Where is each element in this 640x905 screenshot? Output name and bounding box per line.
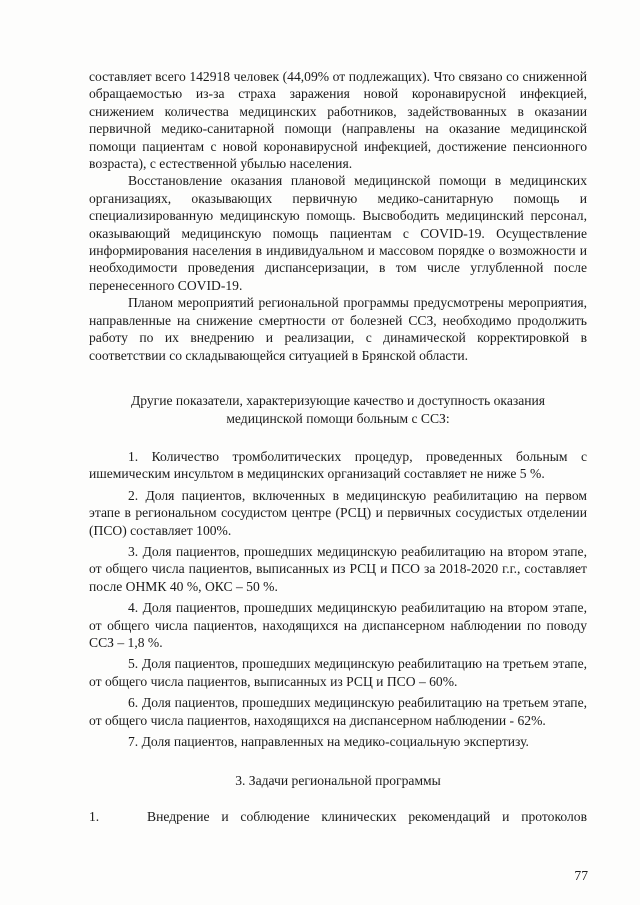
list-item: 7. Доля пациентов, направленных на медико-социальную экспертизу. <box>128 734 529 750</box>
list-item: 3. Доля пациентов, прошедших медицинскую реабилитацию на втором этапе, от общего числа пациентов, выписанных из РСЦ и ПСО за 2018-2020 г.г., составляет после ОНМК 40 %, ОКС – 50 %. <box>89 544 587 594</box>
list-item: 4. Доля пациентов, прошедших медицинскую реабилитацию на втором этапе, от общего числа пациентов, находящихся на диспансерном наблюдении по поводу ССЗ – 1,8 %. <box>89 600 587 651</box>
section-heading <box>89 392 587 428</box>
list-item: 2. Доля пациентов, включенных в медицинскую реабилитацию на первом этапе в региональном сосудистом центре (РСЦ) и первичных сосудистых отделении (ПСО) составляет 100%. <box>89 487 587 538</box>
list-item: 1. Количество тромболитических процедур, проведенных больным с ишемическим инсультом в медицинских организаций составляет не ниже 5 %. <box>89 449 587 482</box>
indicator-list <box>89 448 587 755</box>
tasks-heading: 3. Задачи региональной программы <box>235 773 441 788</box>
paragraph-plan: Планом мероприятий региональной программы предусмотрены мероприятия, направленные на снижение смертности от болезней ССЗ, необходимо продолжить работу по их внедрению и реализации, с динамической корректировкой в соответствии со складывающейся ситуацией в Брянской области. <box>89 295 587 363</box>
top-paragraphs <box>89 68 587 364</box>
section-heading-line-1: Другие показатели, характеризующие качество и доступность оказания <box>130 393 546 408</box>
paragraph-restoration: Восстановление оказания плановой медицинской помощи в медицинских организациях, оказывающих первичную медико-санитарную помощь и специализированную медицинскую помощь. Высвободить медицинский персонал, оказывающий медицинскую помощь пациентам с COVID-19. Осуществление информирования населения в индивидуальном и массовом порядке о возможности и необходимости проведения диспансеризации, в том числе углубленной после перенесенного COVID-19. <box>89 173 587 293</box>
paragraph-continuation: составляет всего 142918 человек (44,09% от подлежащих). Что связано со сниженной обращаемостью из-за страха заражения новой коронавирусной инфекцией, снижением количества медицинских работников, задействованных в оказании первичной медико-санитарной помощи (направлены на оказание медицинской помощи пациентам с новой коронавирусной инфекцией, достижение пенсионного возраста), с естественной убылью населения. <box>89 69 587 172</box>
task-text: Внедрение и соблюдение клинических рекомендаций и протоколов <box>147 809 587 824</box>
task-item <box>89 808 587 826</box>
task-number: 1. <box>89 809 100 824</box>
section-heading-line-2: медицинской помощи больным с ССЗ: <box>226 411 450 426</box>
page-number: 77 <box>574 868 588 883</box>
list-item: 6. Доля пациентов, прошедших медицинскую реабилитацию на третьем этапе, от общего числа пациентов, находящихся на диспансерном наблюдении - 62%. <box>89 695 587 728</box>
list-item: 5. Доля пациентов, прошедших медицинскую реабилитацию на третьем этапе, от общего числа пациентов, выписанных из РСЦ и ПСО – 60%. <box>89 656 587 689</box>
